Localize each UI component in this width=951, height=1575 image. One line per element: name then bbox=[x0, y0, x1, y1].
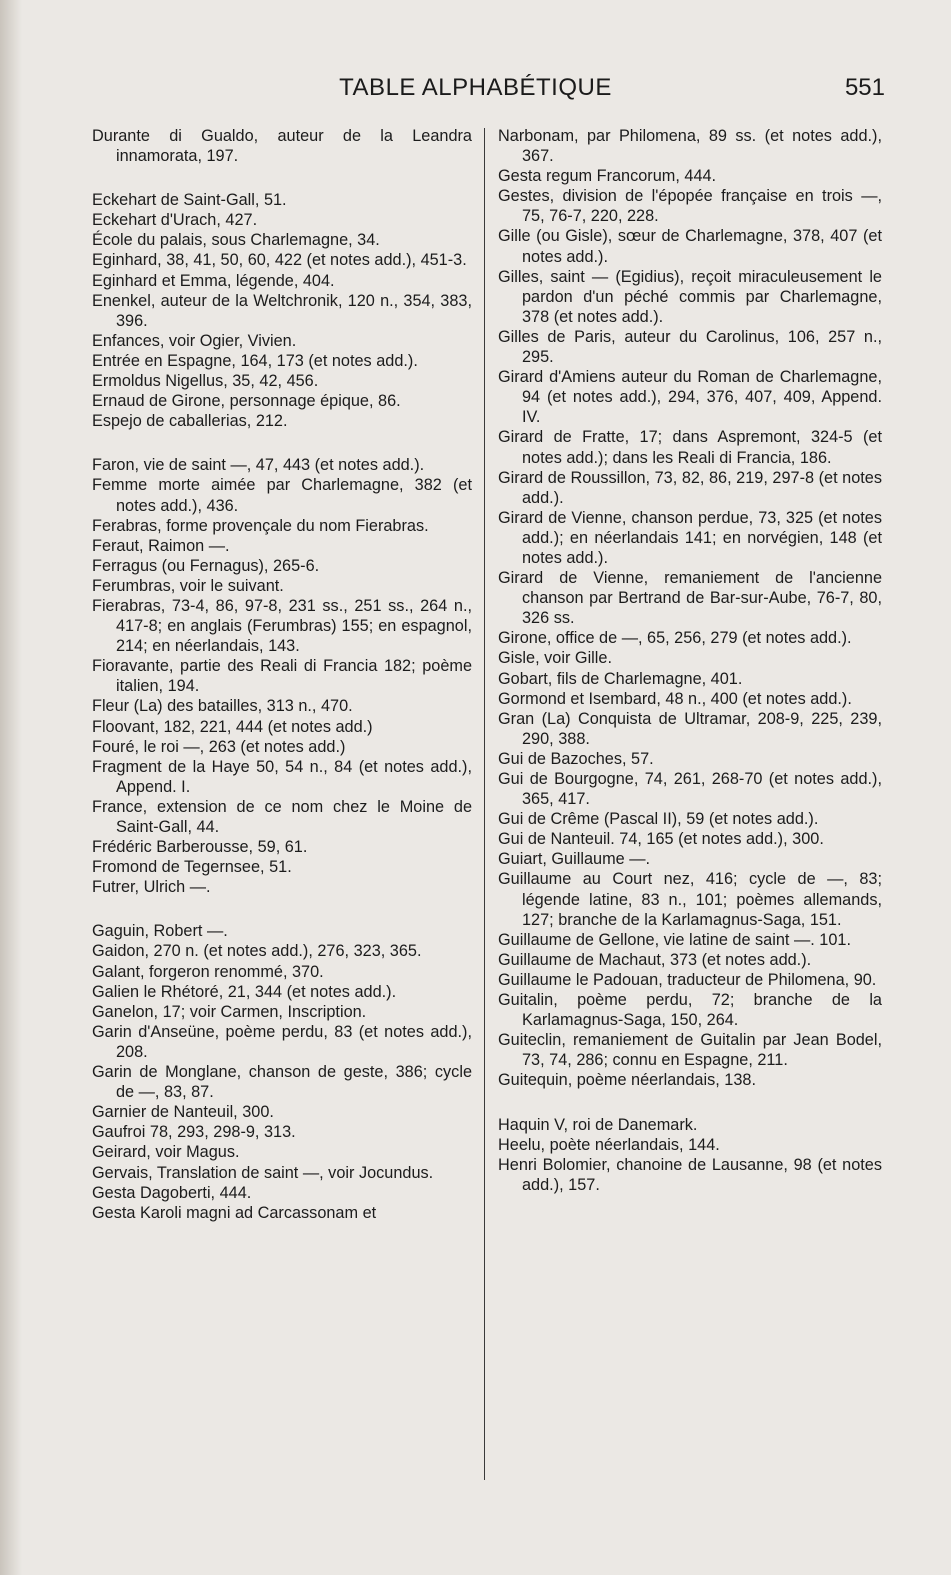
running-head bbox=[0, 74, 951, 104]
index-entry: Guillaume au Court nez, 416; cycle de —, 83; légende latine, 83 n., 101; poèmes allemands, 127; branche de la Karlamagnus-Saga, 151. bbox=[498, 870, 882, 929]
index-entry: Ferabras, forme provençale du nom Fierabras. bbox=[92, 516, 429, 535]
index-entry: Enfances, voir Ogier, Vivien. bbox=[92, 331, 297, 350]
index-entry: Haquin V, roi de Danemark. bbox=[498, 1115, 698, 1134]
index-entry: Gui de Crême (Pascal II), 59 (et notes add.). bbox=[498, 810, 819, 829]
index-entry: Ermoldus Nigellus, 35, 42, 456. bbox=[92, 372, 319, 391]
index-entry: Girard de Fratte, 17; dans Aspremont, 324-5 (et notes add.); dans les Reali di Francia, 186. bbox=[498, 428, 882, 467]
index-entry: Girard de Vienne, chanson perdue, 73, 325 (et notes add.); en néerlandais 141; en norvégien, 148 (et notes add.). bbox=[498, 508, 882, 567]
index-entry: Durante di Gualdo, auteur de la Leandra innamorata, 197. bbox=[92, 127, 472, 166]
index-entry: Eginhard et Emma, légende, 404. bbox=[92, 271, 335, 290]
index-entry: Narbonam, par Philomena, 89 ss. (et notes add.), 367. bbox=[498, 127, 882, 166]
index-entry: Gilles, saint — (Egidius), reçoit miraculeusement le pardon d'un péché commis par Charlemagne, 378 (et notes add.). bbox=[498, 267, 882, 326]
index-entry: Gesta regum Francorum, 444. bbox=[498, 167, 717, 186]
index-entry: Girard d'Amiens auteur du Roman de Charlemagne, 94 (et notes add.), 294, 376, 407, 409, Append. IV. bbox=[498, 368, 882, 427]
index-entry: Gisle, voir Gille. bbox=[498, 649, 612, 668]
page-title: TABLE ALPHABÉTIQUE bbox=[339, 74, 612, 101]
index-entry: Gui de Bourgogne, 74, 261, 268-70 (et notes add.), 365, 417. bbox=[498, 770, 882, 809]
index-entry: École du palais, sous Charlemagne, 34. bbox=[92, 231, 380, 250]
index-entry: Galien le Rhétoré, 21, 344 (et notes add.). bbox=[92, 982, 397, 1001]
index-entry: Guiteclin, remaniement de Guitalin par Jean Bodel, 73, 74, 286; connu en Espagne, 211. bbox=[498, 1031, 882, 1070]
index-entry: Henri Bolomier, chanoine de Lausanne, 98 (et notes add.), 157. bbox=[498, 1155, 882, 1194]
index-entry: Gilles de Paris, auteur du Carolinus, 106, 257 n., 295. bbox=[498, 327, 882, 367]
index-entry: Fragment de la Haye 50, 54 n., 84 (et notes add.), Append. I. bbox=[92, 757, 472, 796]
index-entry: Espejo de caballerias, 212. bbox=[92, 412, 288, 431]
index-entry: Ernaud de Girone, personnage épique, 86. bbox=[92, 392, 401, 411]
index-entry: Gesta Karoli magni ad Carcassonam et bbox=[92, 1203, 377, 1222]
index-entry: Fromond de Tegernsee, 51. bbox=[92, 858, 292, 877]
index-entry: Enenkel, auteur de la Weltchronik, 120 n., 354, 383, 396. bbox=[92, 291, 472, 330]
index-entry: Guitequin, poème néerlandais, 138. bbox=[498, 1071, 756, 1090]
index-entry: Fouré, le roi —, 263 (et notes add.) bbox=[92, 737, 346, 756]
index-column-right bbox=[498, 126, 882, 1195]
index-entry: Girone, office de —, 65, 256, 279 (et notes add.). bbox=[498, 629, 852, 648]
page-number: 551 bbox=[844, 74, 885, 101]
index-entry: Fierabras, 73-4, 86, 97-8, 231 ss., 251 ss., 264 n., 417-8; en anglais (Ferumbras) 155; en espagnol, 214; en néerlandais, 143. bbox=[92, 596, 472, 656]
index-entry: Frédéric Barberousse, 59, 61. bbox=[92, 838, 308, 857]
index-entry: Floovant, 182, 221, 444 (et notes add.) bbox=[92, 717, 373, 736]
index-entry: Gui de Bazoches, 57. bbox=[498, 749, 654, 768]
index-entry: Guillaume de Gellone, vie latine de saint —. 101. bbox=[498, 930, 851, 949]
index-entry: Eckehart de Saint-Gall, 51. bbox=[92, 191, 287, 210]
index-entry: Entrée en Espagne, 164, 173 (et notes add.). bbox=[92, 351, 418, 370]
index-entry: Guillaume le Padouan, traducteur de Philomena, 90. bbox=[498, 970, 877, 989]
index-entry: Galant, forgeron renommé, 370. bbox=[92, 962, 324, 981]
index-entry: Futrer, Ulrich —. bbox=[92, 878, 211, 897]
index-entry: Faron, vie de saint —, 47, 443 (et notes add.). bbox=[92, 456, 425, 475]
index-entry: Heelu, poète néerlandais, 144. bbox=[498, 1135, 720, 1154]
index-entry: Gervais, Translation de saint —, voir Jocundus. bbox=[92, 1163, 434, 1182]
index-entry: Gaidon, 270 n. (et notes add.), 276, 323, 365. bbox=[92, 942, 422, 961]
index-entry: Femme morte aimée par Charlemagne, 382 (et notes add.), 436. bbox=[92, 476, 472, 515]
index-entry: Gaguin, Robert —. bbox=[92, 922, 228, 941]
column-divider bbox=[484, 128, 485, 1480]
index-entry: Garin d'Anseüne, poème perdu, 83 (et notes add.), 208. bbox=[92, 1022, 472, 1061]
index-entry: Ferumbras, voir le suivant. bbox=[92, 576, 284, 595]
index-entry: Fleur (La) des batailles, 313 n., 470. bbox=[92, 697, 353, 716]
index-entry: Geirard, voir Magus. bbox=[92, 1143, 240, 1162]
index-entry: Gui de Nanteuil. 74, 165 (et notes add.), 300. bbox=[498, 830, 824, 849]
index-entry: Gestes, division de l'épopée française en trois —, 75, 76-7, 220, 228. bbox=[498, 187, 882, 226]
index-entry: Eckehart d'Urach, 427. bbox=[92, 211, 258, 230]
index-entry: Ganelon, 17; voir Carmen, Inscription. bbox=[92, 1002, 367, 1021]
index-entry: Gobart, fils de Charlemagne, 401. bbox=[498, 669, 743, 688]
page-edge-shadow bbox=[0, 0, 22, 1575]
index-entry: Feraut, Raimon —. bbox=[92, 536, 230, 555]
index-column-left bbox=[92, 126, 472, 1223]
index-entry: Fioravante, partie des Reali di Francia 182; poème italien, 194. bbox=[92, 657, 472, 696]
index-entry: Eginhard, 38, 41, 50, 60, 422 (et notes add.), 451-3. bbox=[92, 251, 467, 270]
index-entry: Gran (La) Conquista de Ultramar, 208-9, 225, 239, 290, 388. bbox=[498, 709, 882, 748]
index-entry: Gaufroi 78, 293, 298-9, 313. bbox=[92, 1123, 296, 1142]
index-entry: Ferragus (ou Fernagus), 265-6. bbox=[92, 556, 320, 575]
index-entry: Gille (ou Gisle), sœur de Charlemagne, 378, 407 (et notes add.). bbox=[498, 227, 882, 266]
index-entry: France, extension de ce nom chez le Moine de Saint-Gall, 44. bbox=[92, 797, 472, 836]
index-entry: Gesta Dagoberti, 444. bbox=[92, 1183, 252, 1202]
index-entry: Garin de Monglane, chanson de geste, 386; cycle de —, 83, 87. bbox=[92, 1063, 472, 1102]
index-entry: Gormond et Isembard, 48 n., 400 (et notes add.). bbox=[498, 689, 852, 708]
index-entry: Guitalin, poème perdu, 72; branche de la Karlamagnus-Saga, 150, 264. bbox=[498, 991, 882, 1030]
index-entry: Girard de Vienne, remaniement de l'ancienne chanson par Bertrand de Bar-sur-Aube, 76-7, 80, 326 ss. bbox=[498, 569, 882, 628]
index-entry: Garnier de Nanteuil, 300. bbox=[92, 1103, 274, 1122]
index-entry: Girard de Roussillon, 73, 82, 86, 219, 297-8 (et notes add.). bbox=[498, 468, 882, 507]
index-entry: Guiart, Guillaume —. bbox=[498, 850, 651, 869]
index-entry: Guillaume de Machaut, 373 (et notes add.). bbox=[498, 950, 812, 969]
